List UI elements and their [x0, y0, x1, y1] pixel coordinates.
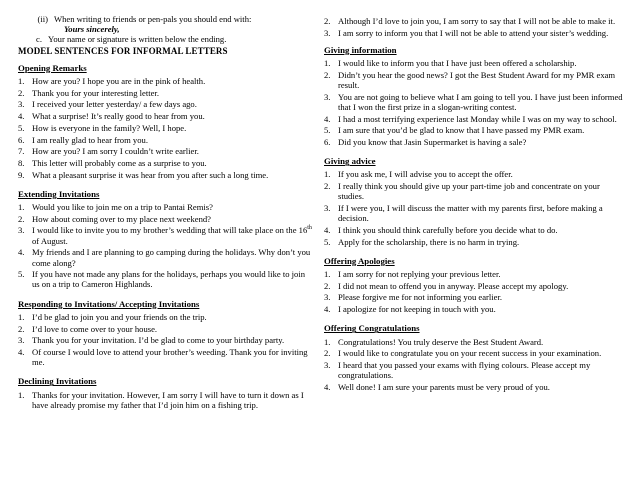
sentence-list — [324, 337, 624, 393]
sentence-list — [18, 390, 314, 410]
list-item — [18, 158, 314, 168]
item-text: Apply for the scholarship, there is no harm in trying. — [338, 236, 520, 247]
item-number: 2. — [18, 323, 25, 334]
list-item — [18, 214, 314, 224]
list-item — [324, 281, 624, 291]
item-text: I am sorry to inform you that I will not be able to attend your sister’s wedding. — [338, 27, 609, 38]
item-text: I think you should think carefully before you decide what to do. — [338, 224, 558, 235]
item-text: I would like to congratulate you on your recent success in your examination. — [338, 348, 602, 359]
item-text: My friends and I are planning to go camping during the holidays. Why don’t you come along? — [32, 247, 311, 268]
list-item — [324, 382, 624, 392]
item-number: 3. — [18, 335, 25, 346]
section-heading: Declining Invitations — [18, 376, 97, 387]
list-item — [324, 137, 624, 147]
item-text: How are you? I am sorry I couldn’t write earlier. — [32, 146, 199, 157]
item-text: I really think you should give up your part-time job and concentrate on your studies. — [338, 181, 600, 202]
sentence-list — [18, 312, 314, 368]
section-heading: Offering Congratulations — [324, 323, 420, 334]
item-number: 8. — [18, 157, 25, 168]
list-item — [18, 111, 314, 121]
item-text: What a surprise! It’s really good to hear from you. — [32, 111, 205, 122]
list-item — [324, 348, 624, 358]
list-item — [324, 237, 624, 247]
item-text: I’d be glad to join you and your friends on the trip. — [32, 311, 207, 322]
item-number: 1. — [18, 202, 25, 213]
item-number: 2. — [18, 213, 25, 224]
page-title: MODEL SENTENCES FOR INFORMAL LETTERS — [18, 45, 228, 56]
sentence-list — [324, 169, 624, 246]
list-item — [324, 16, 624, 26]
item-text: Thank you for your interesting letter. — [32, 87, 159, 98]
list-item — [18, 335, 314, 345]
intro-number: c. — [36, 34, 42, 45]
intro-line — [18, 14, 314, 24]
list-item — [324, 169, 624, 179]
section-heading: Giving information — [324, 44, 397, 55]
item-number: 4. — [324, 304, 331, 315]
item-number: 6. — [18, 134, 25, 145]
top-list — [324, 16, 624, 38]
item-text: I did not mean to offend you in anyway. Please accept my apology. — [338, 280, 569, 291]
list-item — [18, 202, 314, 212]
item-number: 4. — [18, 346, 25, 357]
list-item — [18, 390, 314, 410]
intro-line — [18, 34, 314, 44]
item-number: 2. — [324, 16, 331, 26]
list-item — [324, 337, 624, 347]
list-item — [324, 181, 624, 201]
item-text: I would like to invite you to my brother’s wedding that will take place on the 16th of August. — [32, 225, 312, 246]
item-text: Thank you for your invitation. I’d be glad to come to your birthday party. — [32, 335, 285, 346]
section-heading: Offering Apologies — [324, 255, 395, 266]
item-number: 3. — [324, 359, 331, 370]
list-item — [324, 125, 624, 135]
sentence-list — [324, 58, 624, 147]
section-heading: Responding to Invitations/ Accepting Invitations — [18, 298, 200, 309]
item-text: I received your letter yesterday/ a few days ago. — [32, 99, 197, 110]
list-item — [324, 304, 624, 314]
item-number: 4. — [324, 113, 331, 124]
item-text: If you ask me, I will advise you to accept the offer. — [338, 169, 513, 180]
item-text: Although I’d love to join you, I am sorry to say that I will not be able to make it. — [338, 16, 616, 26]
item-text: Thanks for your invitation. However, I am sorry I will have to turn it down as I have already promise my father that I’d join him on a fishing trip. — [32, 389, 304, 410]
item-text: This letter will probably come as a surprise to you. — [32, 157, 207, 168]
item-text: I had a most terrifying experience last Monday while I was on my way to school. — [338, 113, 617, 124]
item-number: 2. — [324, 348, 331, 359]
item-number: 3. — [324, 27, 331, 38]
list-item — [18, 146, 314, 156]
item-text: What a pleasant surprise it was hear from you after such a long time. — [32, 169, 269, 180]
item-number: 4. — [324, 224, 331, 235]
sentence-list — [18, 202, 314, 290]
item-number: 2. — [324, 69, 331, 80]
item-number: 1. — [324, 336, 331, 347]
list-item — [324, 92, 624, 112]
list-item — [18, 324, 314, 334]
right-column — [324, 16, 624, 394]
item-number: 2. — [324, 181, 331, 192]
item-text: I would like to inform you that I have just been offered a scholarship. — [338, 58, 577, 69]
sentence-list — [324, 269, 624, 314]
list-item — [18, 312, 314, 322]
list-item — [18, 247, 314, 267]
section-heading: Giving advice — [324, 156, 376, 167]
item-number: 4. — [18, 247, 25, 258]
intro-number: (ii) — [37, 14, 48, 24]
item-number: 1. — [18, 76, 25, 87]
item-text: If you have not made any plans for the holidays, perhaps you would like to join us on a trip to Cameron Highlands. — [32, 269, 306, 290]
item-number: 5. — [324, 236, 331, 247]
item-text: Would you like to join me on a trip to Pantai Remis? — [32, 202, 213, 213]
item-text: I am really glad to hear from you. — [32, 134, 148, 145]
item-text: How is everyone in the family? Well, I hope. — [32, 122, 187, 133]
left-column — [18, 14, 314, 412]
section-heading: Extending Invitations — [18, 188, 100, 199]
item-number: 1. — [18, 389, 25, 400]
item-text: Congratulations! You truly deserve the Best Student Award. — [338, 336, 544, 347]
section-heading: Opening Remarks — [18, 62, 87, 73]
item-number: 1. — [18, 311, 25, 322]
item-number: 5. — [18, 122, 25, 133]
list-item — [18, 76, 314, 86]
item-text: Well done! I am sure your parents must be very proud of you. — [338, 381, 550, 392]
item-number: 3. — [324, 292, 331, 303]
item-number: 2. — [324, 280, 331, 291]
list-item — [18, 269, 314, 289]
item-text: Didn’t you hear the good news? I got the Best Student Award for my PMR exam result. — [338, 69, 616, 91]
sentence-list — [18, 76, 314, 180]
item-text: Of course I would love to attend your brother’s weeding. Thank you for inviting me. — [32, 346, 308, 368]
list-item — [324, 360, 624, 380]
item-number: 9. — [18, 169, 25, 180]
item-text: You are not going to believe what I am going to tell you. I have just been informed that I won the first prize in a slogan-writing contest. — [338, 91, 623, 112]
list-item — [324, 269, 624, 279]
intro-text: Your name or signature is written below the ending. — [48, 34, 227, 45]
item-number: 3. — [324, 91, 331, 102]
item-text: I am sure that you’d be glad to know that I have passed my PMR exam. — [338, 125, 585, 136]
list-item — [18, 347, 314, 367]
list-item — [324, 292, 624, 302]
item-number: 3. — [18, 99, 25, 110]
list-item — [324, 28, 624, 38]
list-item — [18, 170, 314, 180]
item-number: 5. — [18, 269, 25, 280]
item-number: 1. — [324, 58, 331, 69]
item-number: 3. — [18, 225, 25, 236]
item-number: 6. — [324, 137, 331, 148]
item-text: Did you know that Jasin Supermarket is having a sale? — [338, 137, 527, 148]
item-text: How about coming over to my place next weekend? — [32, 213, 211, 224]
intro-text: When writing to friends or pen-pals you should end with: — [54, 14, 252, 24]
item-text: If I were you, I will discuss the matter with my parents first, before making a decision. — [338, 203, 603, 224]
list-item — [18, 225, 314, 245]
list-item — [18, 135, 314, 145]
item-text: Please forgive me for not informing you earlier. — [338, 292, 503, 303]
list-item — [18, 88, 314, 98]
item-number: 7. — [18, 146, 25, 157]
list-item — [18, 123, 314, 133]
list-item — [18, 99, 314, 109]
right-sections — [324, 45, 624, 392]
item-text: I am sorry for not replying your previous letter. — [338, 269, 501, 280]
item-number: 4. — [18, 111, 25, 122]
item-number: 1. — [324, 169, 331, 180]
item-number: 5. — [324, 125, 331, 136]
item-number: 3. — [324, 203, 331, 214]
item-number: 4. — [324, 381, 331, 392]
intro-block — [18, 14, 314, 45]
item-text: I’d love to come over to your house. — [32, 323, 158, 334]
list-item — [324, 114, 624, 124]
item-number: 2. — [18, 87, 25, 98]
list-item — [324, 70, 624, 90]
list-item — [324, 225, 624, 235]
left-sections — [18, 63, 314, 410]
list-item — [324, 203, 624, 223]
item-number: 1. — [324, 269, 331, 280]
list-item — [324, 58, 624, 68]
item-text: I apologize for not keeping in touch with you. — [338, 304, 496, 315]
item-text: How are you? I hope you are in the pink of health. — [32, 76, 206, 87]
closing-signature: Yours sincerely, — [64, 24, 120, 35]
intro-line — [18, 24, 314, 34]
item-text: I heard that you passed your exams with flying colours. Please accept my congratulations. — [338, 359, 591, 381]
